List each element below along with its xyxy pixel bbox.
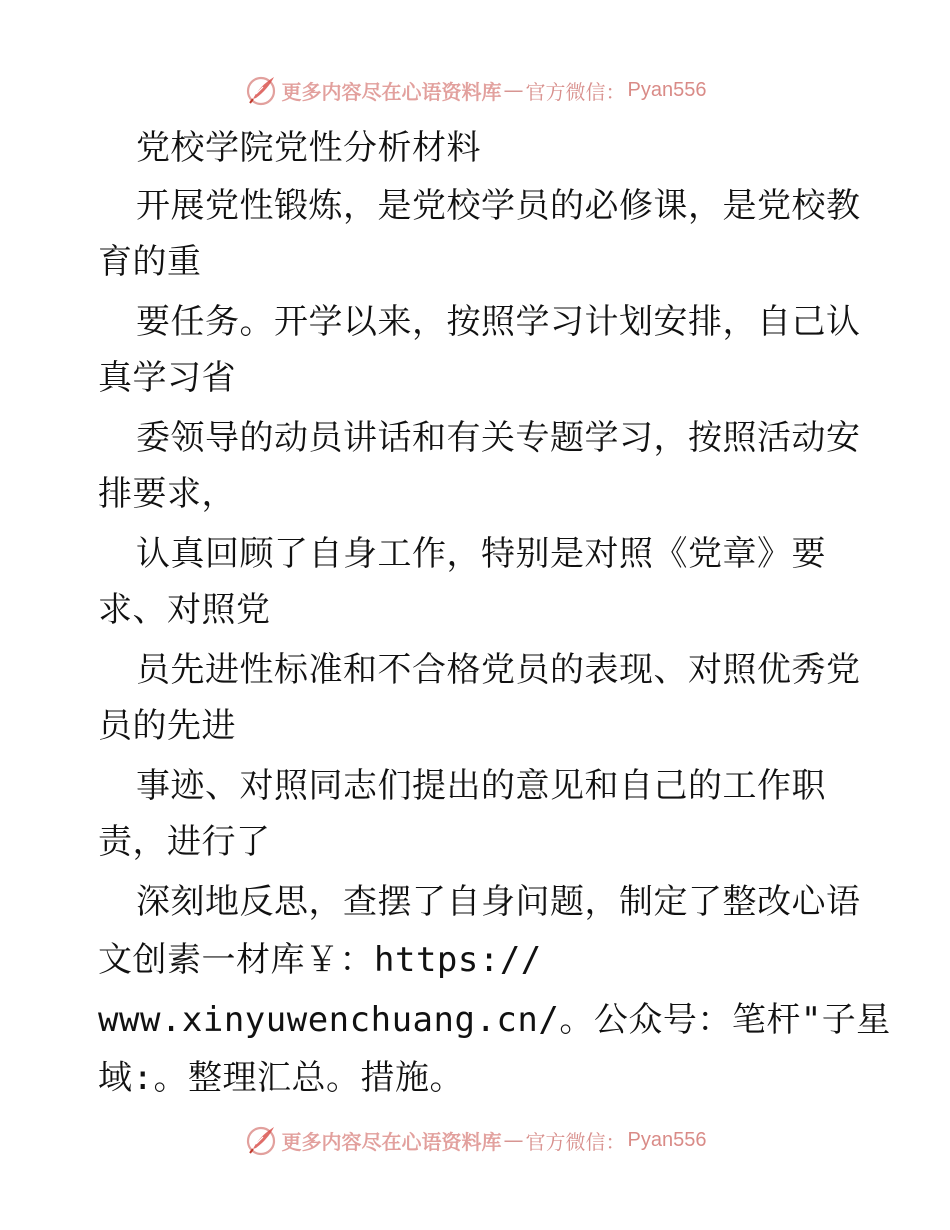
watermark-account: Pyan556 bbox=[627, 78, 707, 101]
quill-logo-icon bbox=[244, 1123, 278, 1157]
doc-line: 真学习省 bbox=[98, 358, 236, 398]
doc-line: 排要求， bbox=[98, 474, 236, 514]
quill-logo-icon bbox=[244, 73, 278, 107]
doc-title: 党校学院党性分析材料 bbox=[136, 128, 481, 168]
doc-line: 域:。整理汇总。措施。 bbox=[98, 1058, 464, 1098]
watermark-separator: — bbox=[503, 1128, 524, 1152]
doc-line: 要任务。开学以来，按照学习计划安排，自己认 bbox=[136, 302, 861, 342]
doc-line: 文创素一材库￥：https:// bbox=[98, 940, 542, 980]
watermark-account: Pyan556 bbox=[627, 1128, 707, 1151]
doc-line: 员的先进 bbox=[98, 706, 236, 746]
watermark-banner-bottom bbox=[0, 1120, 950, 1160]
watermark-text: 更多内容尽在心语资料库 bbox=[281, 1129, 502, 1154]
doc-line: 求、对照党 bbox=[98, 590, 271, 630]
doc-line: 育的重 bbox=[98, 242, 202, 282]
watermark-banner-top bbox=[0, 70, 950, 110]
doc-line: 开展党性锻炼，是党校学员的必修课，是党校教 bbox=[136, 186, 861, 226]
doc-line: 深刻地反思，查摆了自身问题，制定了整改心语 bbox=[136, 882, 861, 922]
doc-line: 事迹、对照同志们提出的意见和自己的工作职 bbox=[136, 766, 826, 806]
doc-line: 员先进性标准和不合格党员的表现、对照优秀党 bbox=[136, 650, 861, 690]
doc-line: 认真回顾了自身工作，特别是对照《党章》要 bbox=[136, 534, 826, 574]
watermark-wechat-label: 官方微信： bbox=[525, 1129, 626, 1154]
doc-line: 委领导的动员讲话和有关专题学习，按照活动安 bbox=[136, 418, 861, 458]
doc-line: www.xinyuwenchuang.cn/。公众号：笔杆"子星 bbox=[98, 1000, 891, 1040]
watermark-text: 更多内容尽在心语资料库 bbox=[281, 79, 502, 104]
doc-line: 责，进行了 bbox=[98, 822, 271, 862]
watermark-wechat-label: 官方微信： bbox=[525, 79, 626, 104]
watermark-separator: — bbox=[503, 78, 524, 102]
